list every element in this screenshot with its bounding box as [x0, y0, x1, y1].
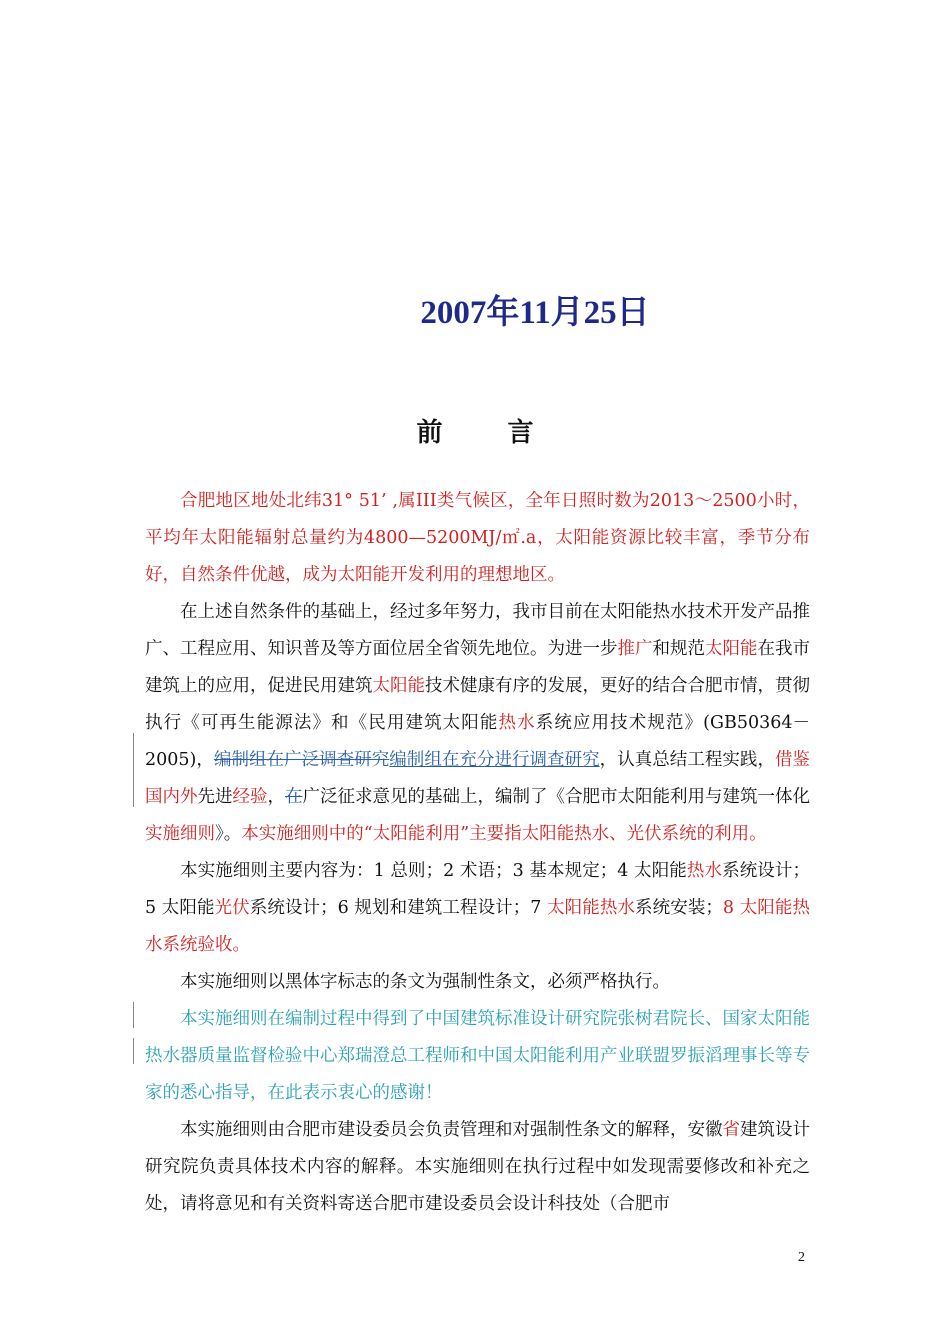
- text-run: 广泛征求意见的基础上，编制了《合肥市太阳能利用与建筑一体化: [302, 787, 810, 807]
- text-run: 光伏: [214, 898, 250, 918]
- text-run: 系统应用技术规范》(GB50364－2005)，: [145, 713, 811, 770]
- text-run: 热水: [498, 713, 536, 733]
- revision-bar: [133, 733, 134, 807]
- text-run: 实施细则: [145, 824, 215, 844]
- document-date: 2007年11月25日: [420, 295, 650, 331]
- text-run: 太阳能: [372, 676, 425, 696]
- text-run: 太阳能: [705, 639, 758, 659]
- paragraph-contents: [145, 853, 810, 964]
- text-run: 经验: [232, 787, 268, 807]
- text-run: 热水: [686, 861, 723, 881]
- document-body: [145, 483, 810, 1223]
- text-run: 在我市建筑上的应用，促进民用建筑: [145, 639, 810, 696]
- paragraph-climate: 合肥地区地处北纬31° 51’ ,属III类气候区，全年日照时数为2013～2500小时，平均年太阳能辐射总量约为4800—5200MJ/㎡.a，太阳能资源比较丰富，季节分布好，自然条件优越，成为太阳能开发利用的理想地区。: [145, 491, 810, 585]
- inserted-text: 编制组在充分进行调查研究: [389, 750, 600, 770]
- paragraph-acknowledgement: 本实施细则在编制过程中得到了中国建筑标准设计研究院张树君院长、国家太阳能热水器质量监督检验中心郑瑞澄总工程师和中国太阳能利用产业联盟罗振滔理事长等专家的悉心指导，在此表示衷心的感谢！: [145, 1009, 810, 1103]
- text-run: 和规范: [652, 639, 705, 659]
- text-run: 先进: [197, 787, 233, 807]
- paragraph-management: [145, 1112, 810, 1223]
- text-run: 推广: [617, 639, 653, 659]
- text-run: 在上述自然条件的基础上，经过多年努力，我市目前在太阳能热水技术开发产品推广、工程应用、知识普及等方面位居全省领先地位。为进一步: [145, 602, 810, 659]
- text-run: ，: [267, 787, 285, 807]
- text-run: 建筑设计研究院负责具体技术内容的解释。本实施细则在执行过程中如发现需要修改和补充之处，请将意见和有关资料寄送合肥市建设委员会设计科技处（合肥市: [145, 1120, 810, 1214]
- text-run: 系统设计；5 太阳能: [145, 861, 810, 918]
- section-heading: 前 言: [416, 418, 562, 448]
- deleted-text: 编制组在广泛调查研究: [213, 750, 390, 770]
- revision-bar: [133, 1038, 134, 1064]
- paragraph-mandatory: 本实施细则以黑体字标志的条文为强制性条文，必须严格执行。: [180, 972, 670, 992]
- text-run: ，认真总结工程实践，: [599, 750, 775, 770]
- text-run: 本实施细则中的“太阳能利用”主要指太阳能热水、光伏系统的利用。: [241, 824, 767, 844]
- text-run: 系统设计；6 规划和建筑工程设计；7: [249, 898, 548, 918]
- revision-bar: [133, 1002, 134, 1028]
- text-run: 技术健康有序的发展，更好的结合合肥市情，贯彻执行《可再生能源法》和《民用建筑太阳能: [145, 676, 810, 733]
- deleted-text: 在: [285, 787, 303, 807]
- text-run: 》。: [215, 824, 242, 844]
- text-run: 本实施细则主要内容为：1 总则；2 术语；3 基本规定；4 太阳能: [180, 861, 687, 881]
- text-run: 8 太阳能热水系统验收。: [145, 898, 810, 955]
- page-number: 2: [798, 1250, 805, 1265]
- text-run: 省: [722, 1120, 740, 1140]
- paragraph-background: [145, 594, 810, 853]
- text-run: 借鉴国内外: [145, 750, 811, 807]
- text-run: 本实施细则由合肥市建设委员会负责管理和对强制性条文的解释，安徽: [180, 1120, 723, 1140]
- text-run: 太阳能热水: [547, 898, 636, 918]
- text-run: 系统安装；: [635, 898, 723, 918]
